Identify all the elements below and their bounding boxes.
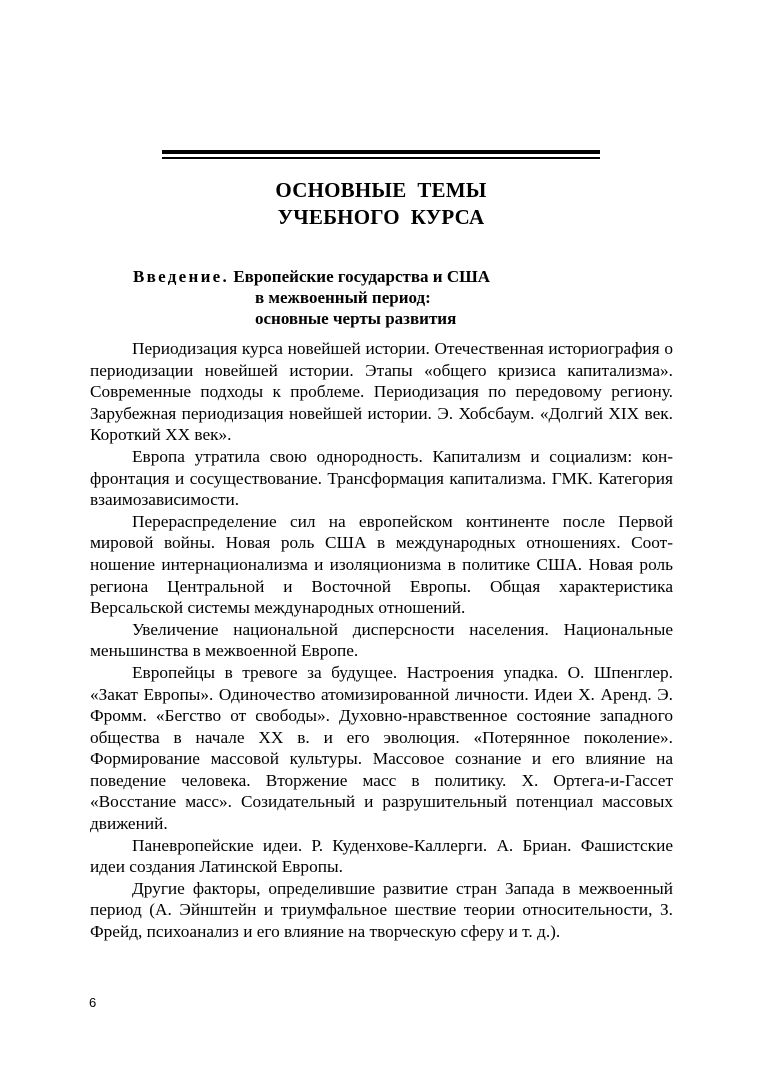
paragraph-europeans-anxiety: Европейцы в тревоге за будущее. Настроения упадка. О. Шпенглер. «Закат Европы». Одиночество атомизированной личности. Идеи Х. Аренд. Э. Фромм. «Бегство от свободы». Духовно-нравственное состояние западного общества в начале ХХ в. и его эволюция. «Потерянное поколение». Формирование массовой культуры. Массовое сознание и его влияние на поведение человека. Вторжение масс в политику. Х. Ортега-и-Гассет «Восстание масс». Созидательный и разрушительный потенциал массовых движений. bbox=[90, 662, 673, 834]
chapter-title bbox=[162, 177, 600, 231]
paragraph-other-factors: Другие факторы, определившие развитие стран Запада в межвоенный период (А. Эйнштейн и триумфальное шествие теории относительности, З. Фрейд, психоанализ и его влияние на творческую сферу и т. д.). bbox=[90, 878, 673, 942]
section-label: Введение. bbox=[133, 267, 230, 286]
paragraph-paneuropean-ideas: Паневропейские идеи. Р. Куденхове-Каллерги. А. Бриан. Фашистские идеи создания Латинской Европы. bbox=[90, 835, 673, 877]
paragraph-national-minorities: Увеличение национальной дисперсности населения. Национальные меньшинства в межвоенной Европе. bbox=[90, 619, 673, 661]
section-heading bbox=[133, 266, 613, 329]
paragraph-periodization: Периодизация курса новейшей истории. Отечественная историография о периодизации новейшей истории. Этапы «общего кризиса капитализма». Современные подходы к проблеме. Периодизация по передовому региону. Зарубежная периодизация новейшей истории. Э. Хобсбаум. «Долгий XIX век. Короткий XX век». bbox=[90, 339, 673, 445]
body-text bbox=[90, 338, 673, 943]
paragraph-europe-heterogeneity: Европа утратила свою однородность. Капитализм и социализм: конфронтация и сосуществование. Трансформация капитализма. ГМК. Категория взаимозависимости. bbox=[90, 446, 673, 510]
paragraph-redistribution-of-power: Перераспределение сил на европейском континенте после Первой мировой войны. Новая роль США в международных отношениях. Соотношение интернационализма и изоляционизма в политике США. Новая роль региона Центральной и Восточной Европы. Общая характеристика Версальской системы международных отношений. bbox=[90, 511, 673, 618]
section-heading-line-2: в межвоенный период: bbox=[255, 288, 431, 307]
section-heading-line-1 bbox=[133, 266, 613, 287]
chapter-title-line-1: ОСНОВНЫЕ ТЕМЫ bbox=[275, 178, 487, 202]
section-heading-text-1: Европейские государства и США bbox=[233, 267, 491, 286]
section-heading-line-3: основные черты развития bbox=[255, 309, 457, 328]
header-rule-thick bbox=[162, 150, 600, 154]
chapter-title-line-2: УЧЕБНОГО КУРСА bbox=[277, 205, 485, 229]
header-rule-thin bbox=[162, 157, 600, 159]
page-number: 6 bbox=[89, 995, 97, 1010]
